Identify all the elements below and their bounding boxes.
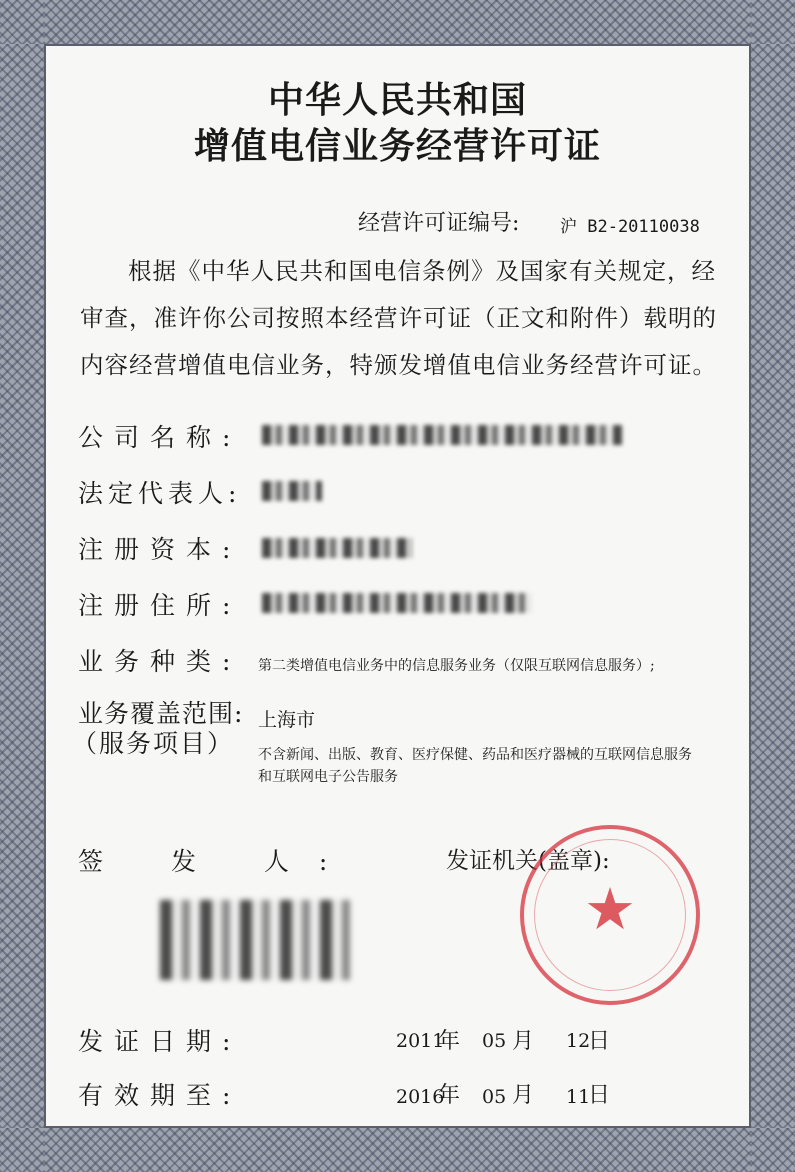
company-name-label: 公司名称:: [78, 423, 242, 452]
signer-label: 签 发 人:: [78, 847, 358, 876]
permit-number: 沪 B2-20110038: [560, 217, 700, 237]
issue-day-char: 日: [588, 1029, 611, 1054]
issue-month: 05: [482, 1030, 507, 1052]
valid-month: 05: [482, 1086, 507, 1108]
business-type-value: 第二类增值电信业务中的信息服务业务（仅限互联网信息服务）;: [258, 658, 655, 674]
authority-label: 发证机关(盖章):: [446, 848, 610, 874]
service-items-line-2: 和互联网电子公告服务: [258, 769, 398, 785]
valid-year: 2016: [396, 1086, 445, 1108]
signature-redacted: [160, 900, 350, 980]
legal-rep-label: 法定代表人:: [78, 479, 242, 508]
registered-address-redacted: [262, 593, 532, 613]
issue-month-char: 月: [512, 1029, 535, 1054]
seal-star-icon: ★: [584, 875, 636, 943]
issue-date-label: 发证日期:: [78, 1027, 242, 1056]
registered-capital-label: 注册资本:: [78, 535, 242, 564]
legal-rep-redacted: [262, 481, 322, 501]
title-line-1: 中华人民共和国: [267, 79, 527, 121]
valid-year-char: 年: [438, 1083, 461, 1108]
issue-day: 12: [566, 1030, 591, 1052]
valid-day: 11: [566, 1086, 591, 1108]
coverage-label: 业务覆盖范围:: [78, 699, 244, 728]
intro-paragraph: 根据《中华人民共和国电信条例》及国家有关规定，经审查，准许你公司按照本经营许可证（正文和附件）载明的内容经营增值电信业务，特颁发增值电信业务经营许可证。: [80, 257, 717, 379]
valid-month-char: 月: [512, 1083, 535, 1108]
valid-until-label: 有效期至:: [78, 1081, 242, 1110]
business-type-label: 业务种类:: [78, 647, 242, 676]
official-seal: [520, 825, 700, 1005]
title-line-2: 增值电信业务经营许可证: [193, 125, 601, 167]
service-items-line-1: 不含新闻、出版、教育、医疗保健、药品和医疗器械的互联网信息服务: [258, 747, 692, 763]
registered-capital-redacted: [262, 538, 412, 558]
valid-day-char: 日: [588, 1083, 611, 1108]
coverage-value: 上海市: [258, 709, 316, 731]
service-items-label: （服务项目）: [72, 729, 235, 758]
company-name-redacted: [262, 425, 622, 445]
issue-year-char: 年: [438, 1029, 461, 1054]
registered-address-label: 注册住所:: [78, 591, 242, 620]
permit-number-label: 经营许可证编号:: [358, 211, 520, 236]
issue-year: 2011: [396, 1030, 445, 1052]
